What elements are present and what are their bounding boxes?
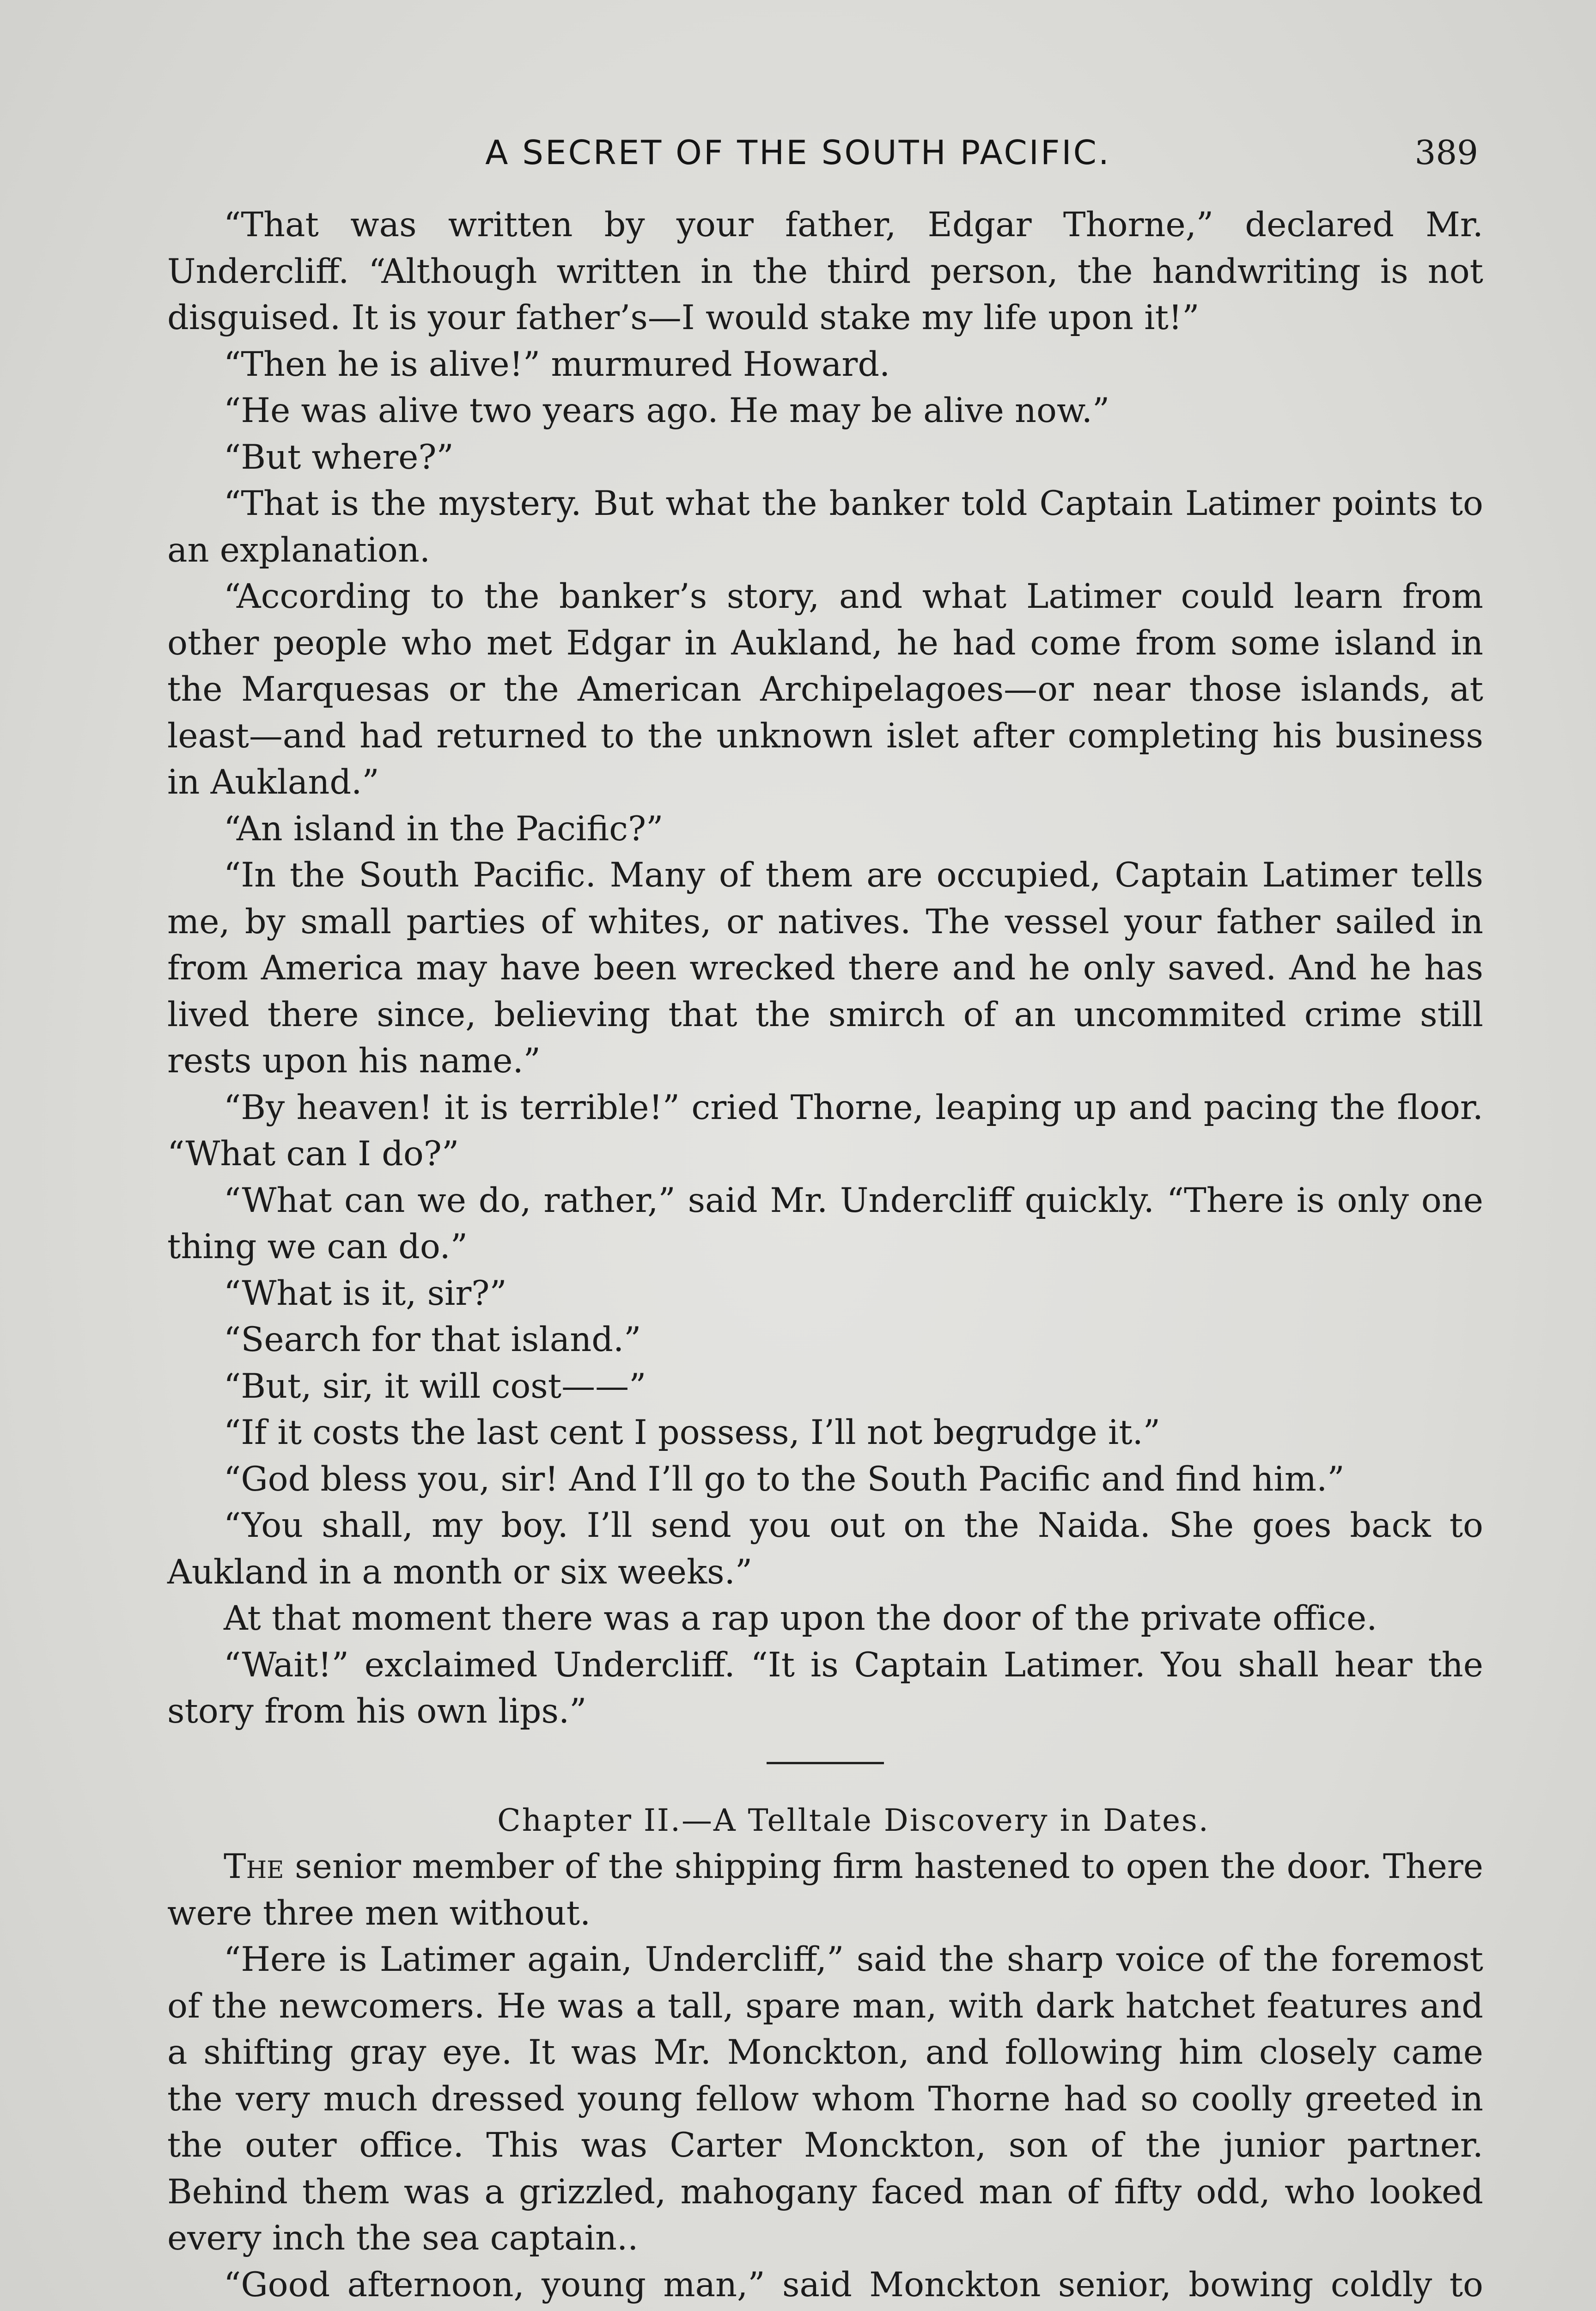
paragraph: “God bless you, sir! And I’ll go to the South Pacific and find him.”	[224, 1459, 1345, 1499]
body-text	[167, 202, 1483, 2311]
paragraph: “Then he is alive!” murmured Howard.	[224, 344, 890, 384]
paragraph: “You shall, my boy. I’ll send you out on the Naida. She goes back to Aukland in a month or six weeks.”	[167, 1506, 1483, 1592]
paragraph: “Good afternoon, young man,” said Monckton senior, bowing coldly to	[224, 2265, 1483, 2305]
paragraph: “What is it, sir?”	[224, 1273, 507, 1313]
paragraph: “An island in the Pacific?”	[224, 809, 664, 849]
paragraph: “But, sir, it will cost——”	[224, 1366, 646, 1406]
paragraph: “That is the mystery. But what the banker told Captain Latimer points to an explanation.	[167, 484, 1483, 570]
paragraph: “Here is Latimer again, Undercliff,” said the sharp voice of the foremost of the newcomers. He was a tall, spare man, with dark hatchet features and a shifting gray eye. It was Mr. Monckton, and following him closely came the very much dressed young fellow whom Thorne had so coolly greeted in the outer office. This was Carter Monckton, son of the junior partner. Behind them was a grizzled, mahogany faced man of fifty odd, who looked every inch the sea captain..	[167, 1940, 1483, 2258]
running-head	[0, 128, 1596, 184]
running-head-title: A SECRET OF THE SOUTH PACIFIC.	[485, 133, 1111, 172]
chapter-lead-word: The	[224, 1847, 284, 1886]
paragraph: “By heaven! it is terrible!” cried Thorne, leaping up and pacing the floor. “What can I do?”	[167, 1088, 1483, 1174]
paragraph: At that moment there was a rap upon the door of the private office.	[224, 1599, 1377, 1638]
paragraph: “If it costs the last cent I possess, I’ll not begrudge it.”	[224, 1413, 1161, 1452]
paragraph: “In the South Pacific. Many of them are occupied, Captain Latimer tells me, by small parties of whites, or natives. The vessel your father sailed in from America may have been wrecked there and he only saved. And he has lived there since, believing that the smirch of an uncommited crime still rests upon his name.”	[167, 856, 1483, 1081]
paragraph: “What can we do, rather,” said Mr. Undercliff quickly. “There is only one thing we can do.”	[167, 1180, 1483, 1266]
paragraph: “That was written by your father, Edgar Thorne,” declared Mr. Undercliff. “Although written in the third person, the handwriting is not disguised. It is your father’s—I would stake my life upon it!”	[167, 205, 1483, 337]
chapter-first-paragraph	[167, 1844, 1483, 1937]
paragraph: “According to the banker’s story, and what Latimer could learn from other people who met Edgar in Aukland, he had come from some island in the Marquesas or the American Archipelagoes—or near those islands, at least—and had returned to the unknown islet after completing his business in Aukland.”	[167, 577, 1483, 802]
section-divider	[767, 1762, 884, 1764]
chapter-first-paragraph-text: senior member of the shipping firm hastened to open the door. There were three men without.	[167, 1847, 1483, 1933]
paragraph: “He was alive two years ago. He may be alive now.”	[224, 391, 1110, 430]
page-number: 389	[1414, 133, 1478, 172]
paragraph: “Wait!” exclaimed Undercliff. “It is Captain Latimer. You shall hear the story from his own lips.”	[167, 1645, 1483, 1731]
paragraph: “But where?”	[224, 437, 454, 477]
paragraph: “Search for that island.”	[224, 1320, 641, 1359]
chapter-heading: Chapter II.—A Telltale Discovery in Dates.	[497, 1802, 1210, 1838]
